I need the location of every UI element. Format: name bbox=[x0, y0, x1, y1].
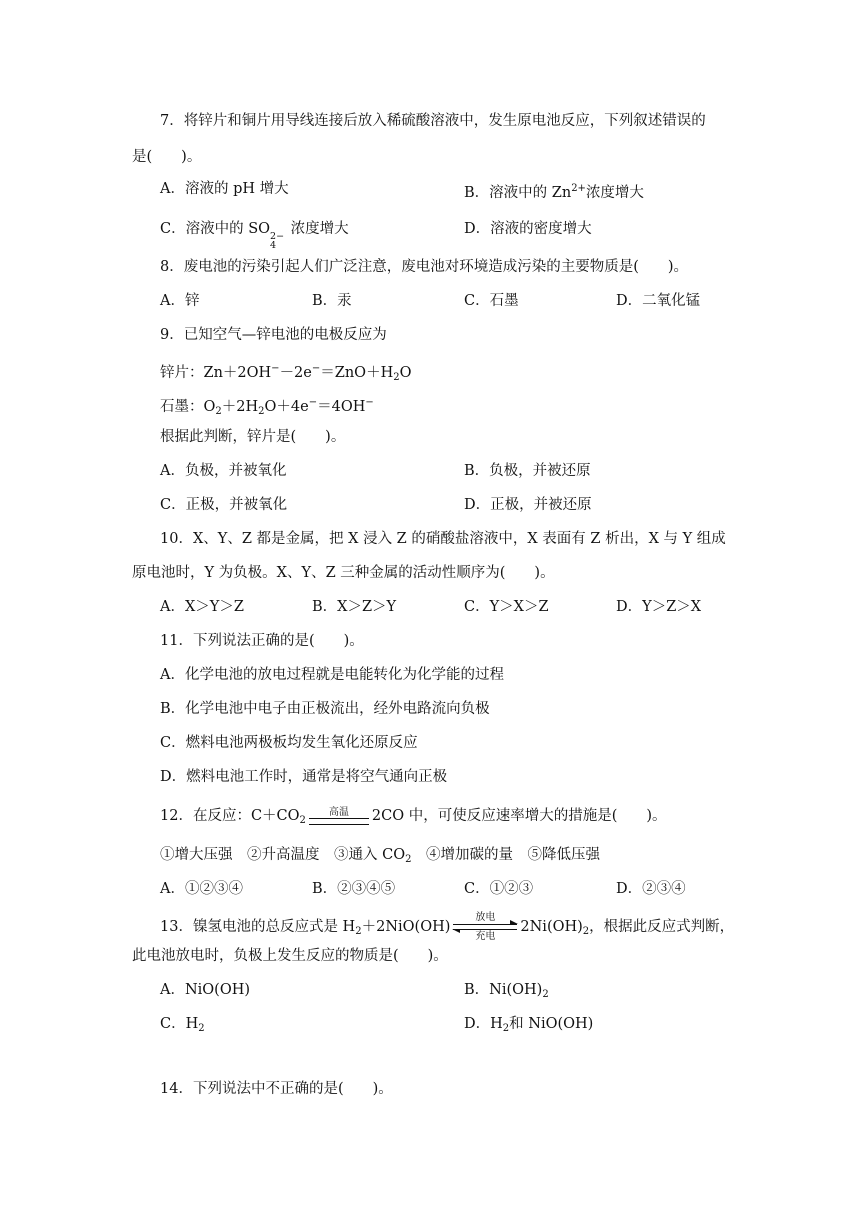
q12-option-d: D．②③④ bbox=[616, 881, 686, 897]
q11-stem: 11．下列说法正确的是( )。 bbox=[160, 633, 364, 649]
q10-option-a: A．X＞Y＞Z bbox=[160, 599, 244, 615]
q11-option-a: A．化学电池的放电过程就是电能转化为化学能的过程 bbox=[160, 667, 504, 683]
q7-option-b: B．溶液中的 $Zn^{2+}$浓度增大 bbox=[464, 183, 644, 201]
q12-stem: 12．在反应：$C+CO_2$ 高温 2CO 中，可使反应速率增大的措施是( )。 bbox=[160, 807, 667, 826]
q9-option-a: A．负极，并被氧化 bbox=[160, 463, 287, 479]
q9-option-d: D．正极，并被还原 bbox=[464, 497, 592, 513]
q13-reversible-arrow: 放电 充电 bbox=[453, 912, 517, 942]
q13-stem-line1: 13．镍氢电池的总反应式是 $H_2+2NiO(OH)$ 放电 充电 $2Ni(OH)_2$，根据此反应式判断， bbox=[160, 912, 735, 942]
q9-question: 根据此判断，锌片是( )。 bbox=[160, 429, 346, 445]
q12-measures: ①增大压强 ②升高温度 ③通入 $CO_2$ ④增加碳的量 ⑤降低压强 bbox=[160, 847, 600, 865]
q9-option-c: C．正极，并被氧化 bbox=[160, 497, 288, 513]
q8-option-c: C．石墨 bbox=[464, 293, 519, 309]
q13-option-b: B．$Ni(OH)_2$ bbox=[464, 982, 549, 1000]
q9-option-b: B．负极，并被还原 bbox=[464, 463, 591, 479]
q10-stem-line2: 原电池时，Y 为负极。X、Y、Z 三种金属的活动性顺序为( )。 bbox=[132, 565, 555, 581]
q14-stem: 14．下列说法中不正确的是( )。 bbox=[160, 1081, 393, 1097]
q10-option-b: B．X＞Z＞Y bbox=[312, 599, 397, 615]
q7-option-c: C．溶液中的 SO 2− 4 浓度增大 bbox=[160, 221, 349, 251]
q8-option-a: A．锌 bbox=[160, 293, 200, 309]
q13-option-a: A．NiO(OH) bbox=[160, 982, 251, 998]
q7-stem-line2: 是( )。 bbox=[132, 149, 202, 165]
q9-zinc-equation: 锌片：$Zn+2OH^--2e^-=ZnO+H_2O$ bbox=[160, 363, 412, 383]
q12-condition-equals: 高温 bbox=[309, 807, 369, 825]
q11-option-b: B．化学电池中电子由正极流出，经外电路流向负极 bbox=[160, 701, 490, 717]
q13-option-d: D．$H_2$和 NiO(OH) bbox=[464, 1016, 594, 1034]
q7-stem-line1: 7．将锌片和铜片用导线连接后放入稀硫酸溶液中，发生原电池反应，下列叙述错误的 bbox=[160, 113, 706, 129]
q10-option-c: C．Y＞X＞Z bbox=[464, 599, 549, 615]
q10-option-d: D．Y＞Z＞X bbox=[616, 599, 702, 615]
q13-stem-line2: 此电池放电时，负极上发生反应的物质是( )。 bbox=[132, 948, 448, 964]
q12-option-c: C．①②③ bbox=[464, 881, 534, 897]
q9-stem: 9．已知空气—锌电池的电极反应为 bbox=[160, 327, 387, 343]
q11-option-d: D．燃料电池工作时，通常是将空气通向正极 bbox=[160, 769, 448, 785]
q10-stem-line1: 10．X、Y、Z 都是金属，把 X 浸入 Z 的硝酸盐溶液中，X 表面有 Z 析出，X 与 Y 组成 bbox=[160, 531, 726, 547]
q8-option-d: D．二氧化锰 bbox=[616, 293, 701, 309]
q12-option-a: A．①②③④ bbox=[160, 881, 243, 897]
q8-option-b: B．汞 bbox=[312, 293, 352, 309]
q7-option-d: D．溶液的密度增大 bbox=[464, 221, 592, 237]
q11-option-c: C．燃料电池两极板均发生氧化还原反应 bbox=[160, 735, 418, 751]
q12-option-b: B．②③④⑤ bbox=[312, 881, 396, 897]
q8-stem: 8．废电池的污染引起人们广泛注意，废电池对环境造成污染的主要物质是( )。 bbox=[160, 259, 689, 275]
q9-graphite-equation: 石墨：$O_2+2H_2O+4e^-=4OH^-$ bbox=[160, 397, 374, 417]
q13-option-c: C．$H_2$ bbox=[160, 1016, 205, 1034]
q7-option-a: A．溶液的 pH 增大 bbox=[160, 181, 289, 197]
